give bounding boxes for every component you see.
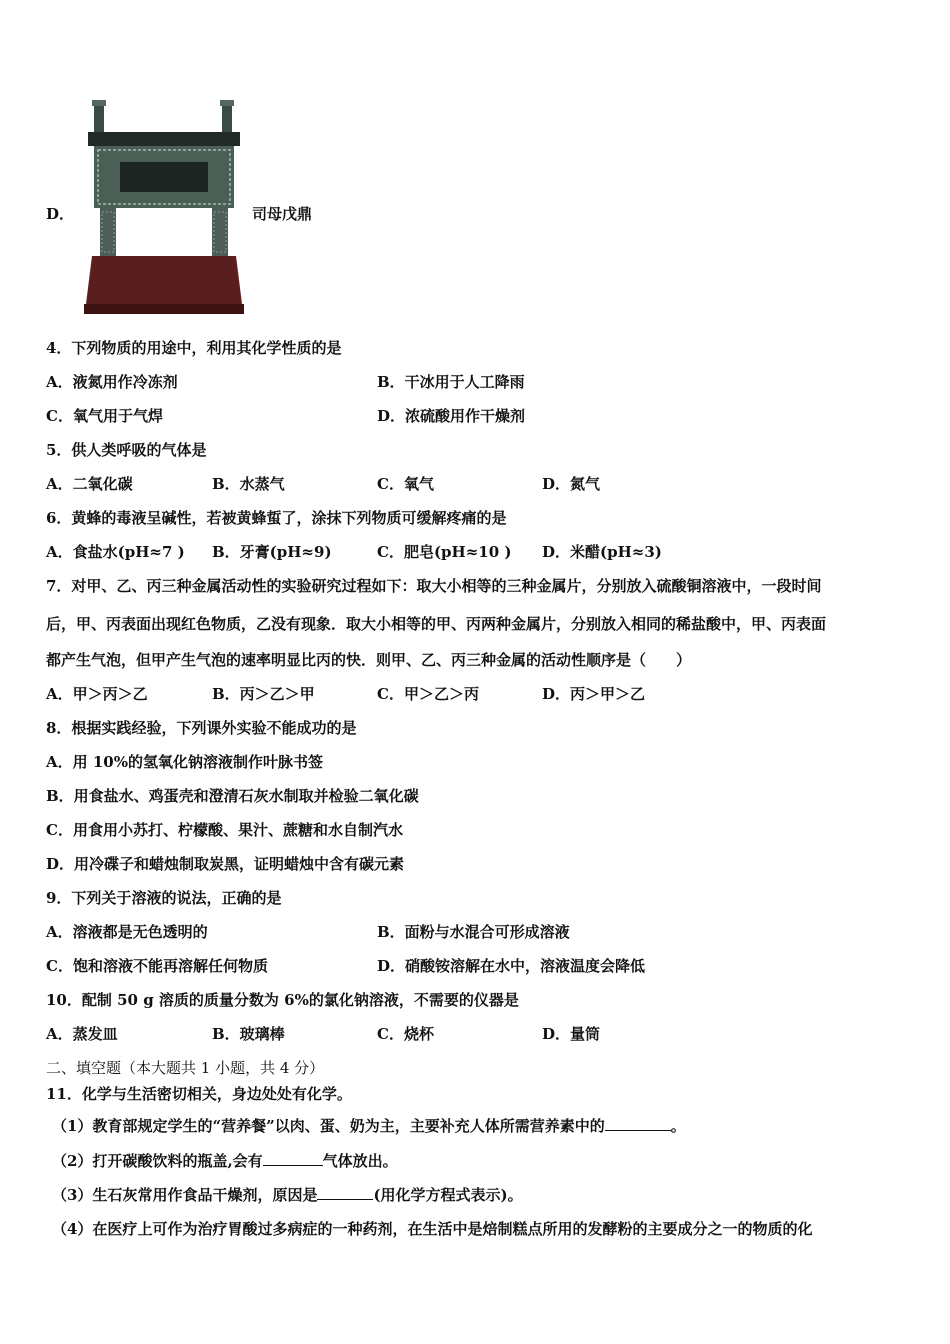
- q7-stem-line2: 后，甲、丙表面出现红色物质，乙没有现象．取大小相等的甲、丙两种金属片，分别放入相同的稀盐酸中，甲、丙表面: [46, 615, 827, 633]
- q7-stem-line1: 7．对甲、乙、丙三种金属活动性的实验研究过程如下：取大小相等的三种金属片，分别放入硫酸铜溶液中，一段时间: [46, 577, 822, 595]
- q11-part1-end: 。: [670, 1117, 686, 1135]
- q6-stem: 6．黄蜂的毒液呈碱性，若被黄蜂蜇了，涂抹下列物质可缓解疼痛的是: [46, 509, 507, 527]
- q9-stem: 9．下列关于溶液的说法，正确的是: [46, 889, 282, 907]
- q7-option-c: C．甲＞乙＞丙: [377, 685, 479, 703]
- q6-option-c: C．肥皂(pH≈10 ): [377, 543, 512, 561]
- q10-option-d: D．量筒: [542, 1025, 601, 1043]
- q4-option-b: B．干冰用于人工降雨: [377, 373, 525, 391]
- q11-part3-blank[interactable]: [317, 1185, 373, 1200]
- q8-stem: 8．根据实践经验，下列课外实验不能成功的是: [46, 719, 357, 737]
- q5-option-a: A．二氧化碳: [46, 475, 133, 493]
- q10-option-b: B．玻璃棒: [212, 1025, 285, 1043]
- q11-part1: [52, 1115, 686, 1136]
- q9-option-c: C．饱和溶液不能再溶解任何物质: [46, 957, 268, 975]
- q5-option-b: B．水蒸气: [212, 475, 285, 493]
- q4-option-c: C．氧气用于气焊: [46, 407, 163, 425]
- q11-part2-blank[interactable]: [263, 1151, 323, 1166]
- q5-option-d: D．氮气: [542, 475, 601, 493]
- q4-option-d: D．浓硫酸用作干燥剂: [377, 407, 526, 425]
- q9-option-d: D．硝酸铵溶解在水中，溶液温度会降低: [377, 957, 646, 975]
- q4-stem: 4．下列物质的用途中，利用其化学性质的是: [46, 339, 342, 357]
- q11-part1-blank[interactable]: [605, 1116, 671, 1131]
- q6-option-d: D．米醋(pH≈3): [542, 543, 662, 561]
- q11-part3: [52, 1184, 523, 1205]
- q8-option-a: A．用 10%的氢氧化钠溶液制作叶脉书签: [46, 753, 323, 771]
- q7-option-d: D．丙＞甲＞乙: [542, 685, 646, 703]
- q7-option-a: A．甲＞丙＞乙: [46, 685, 148, 703]
- q8-option-c: C．用食用小苏打、柠檬酸、果汁、蔗糖和水自制汽水: [46, 821, 403, 839]
- q8-option-d: D．用冷碟子和蜡烛制取炭黑，证明蜡烛中含有碳元素: [46, 855, 405, 873]
- q10-stem: 10．配制 50 g 溶质的质量分数为 6%的氯化钠溶液，不需要的仪器是: [46, 991, 519, 1009]
- q10-option-a: A．蒸发皿: [46, 1025, 118, 1043]
- q7-option-b: B．丙＞乙＞甲: [212, 685, 315, 703]
- simuwu-ding-image: [82, 98, 246, 316]
- q3-option-d-caption: 司母戊鼎: [252, 205, 313, 223]
- q7-stem-line3: 都产生气泡，但甲产生气泡的速率明显比丙的快．则甲、乙、丙三种金属的活动性顺序是（ ）: [46, 651, 692, 669]
- q6-option-b: B．牙膏(pH≈9): [212, 543, 332, 561]
- q9-option-b: B．面粉与水混合可形成溶液: [377, 923, 570, 941]
- q11-part2: [52, 1150, 398, 1171]
- q11-part4: （4）在医疗上可作为治疗胃酸过多病症的一种药剂，在生活中是焙制糕点所用的发酵粉的主要成分之一的物质的化: [52, 1220, 813, 1238]
- section-heading: 二、填空题（本大题共 1 小题，共 4 分）: [46, 1059, 325, 1077]
- q11-part3-text: （3）生石灰常用作食品干燥剂，原因是: [52, 1186, 318, 1204]
- q4-option-a: A．液氮用作冷冻剂: [46, 373, 178, 391]
- q11-part2-text: （2）打开碳酸饮料的瓶盖,会有: [52, 1152, 263, 1170]
- q5-option-c: C．氧气: [377, 475, 434, 493]
- q11-part1-text: （1）教育部规定学生的“营养餐”以肉、蛋、奶为主，主要补充人体所需营养素中的: [52, 1117, 605, 1135]
- q8-option-b: B．用食盐水、鸡蛋壳和澄清石灰水制取并检验二氧化碳: [46, 787, 419, 805]
- q10-option-c: C．烧杯: [377, 1025, 434, 1043]
- q3-option-d-label: D．: [46, 205, 75, 223]
- q9-option-a: A．溶液都是无色透明的: [46, 923, 208, 941]
- q5-stem: 5．供人类呼吸的气体是: [46, 441, 207, 459]
- q11-part3-end: (用化学方程式表示)。: [373, 1186, 523, 1204]
- q11-stem: 11．化学与生活密切相关，身边处处有化学。: [46, 1085, 352, 1103]
- q11-part2-end: 气体放出。: [322, 1152, 398, 1170]
- q6-option-a: A．食盐水(pH≈7 ): [46, 543, 185, 561]
